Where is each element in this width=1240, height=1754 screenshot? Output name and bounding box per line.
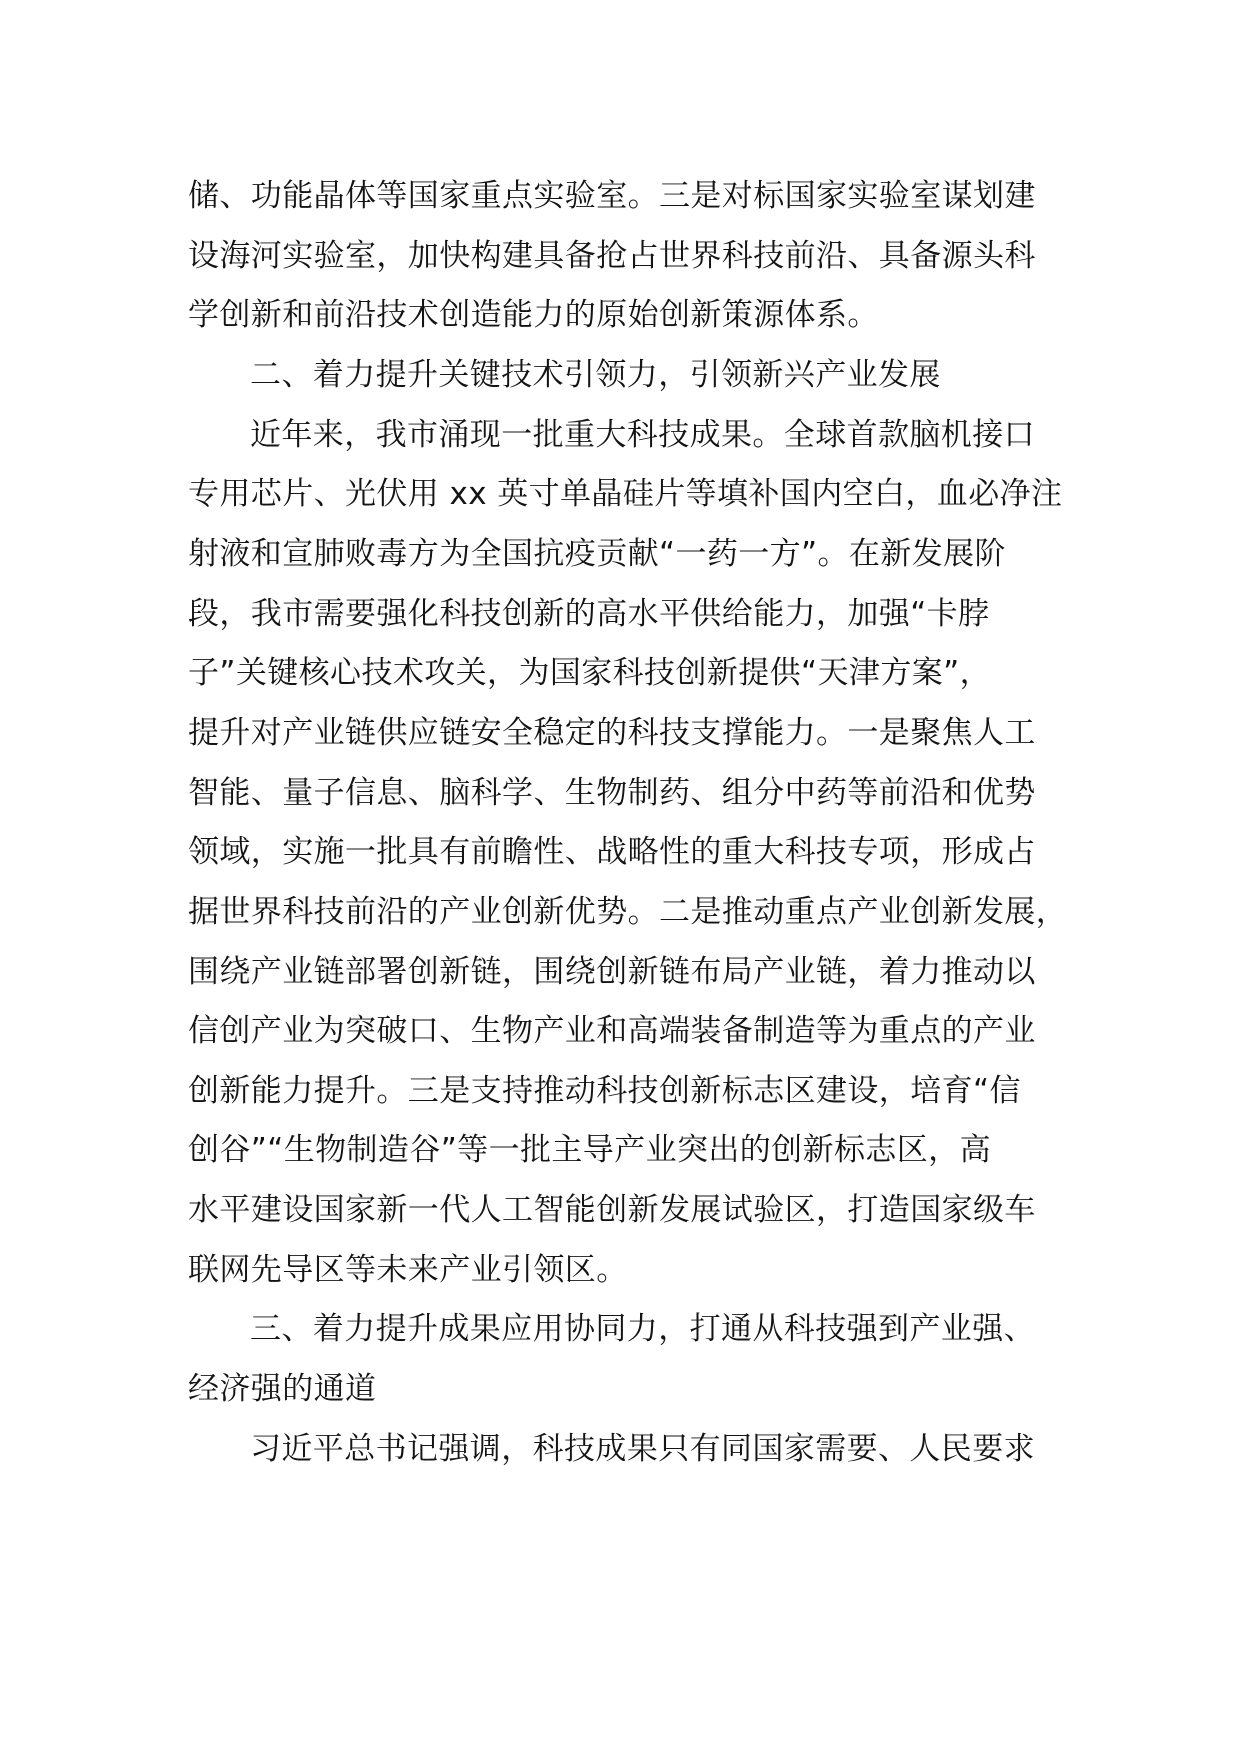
text-line: 据世界科技前沿的产业创新优势。二是推动重点产业创新发展， — [188, 894, 1068, 930]
text-line: 提升对产业链供应链安全稳定的科技支撑能力。一是聚焦人工 — [188, 715, 1036, 751]
section-heading: 三、着力提升成果应用协同力，打通从科技强到产业强、 — [250, 1311, 1035, 1347]
text-line: 创谷”“生物制造谷”等一批主导产业突出的创新标志区，高 — [188, 1132, 991, 1168]
text-line: 近年来，我市涌现一批重大科技成果。全球首款脑机接口 — [250, 417, 1035, 453]
text-line: 储、功能晶体等国家重点实验室。三是对标国家实验室谋划建 — [188, 178, 1036, 214]
text-line: 习近平总书记强调，科技成果只有同国家需要、人民要求 — [250, 1431, 1035, 1467]
text-line: 创新能力提升。三是支持推动科技创新标志区建设，培育“信 — [188, 1073, 1021, 1109]
text-line: 子”关键核心技术攻关，为国家科技创新提供“天津方案”， — [188, 655, 991, 691]
text-line: 段，我市需要强化科技创新的高水平供给能力，加强“卡脖 — [188, 596, 990, 632]
text-line: 设海河实验室，加快构建具备抢占世界科技前沿、具备源头科 — [188, 238, 1036, 274]
text-line: 智能、量子信息、脑科学、生物制药、组分中药等前沿和优势 — [188, 775, 1036, 811]
text-line: 领域，实施一批具有前瞻性、战略性的重大科技专项，形成占 — [188, 834, 1036, 870]
text-line: 学创新和前沿技术创造能力的原始创新策源体系。 — [188, 297, 879, 333]
text-line: 专用芯片、光伏用 xx 英寸单晶硅片等填补国内空白，血必净注 — [188, 476, 1063, 512]
text-line: 联网先导区等未来产业引领区。 — [188, 1252, 628, 1288]
text-line: 围绕产业链部署创新链，围绕创新链布局产业链，着力推动以 — [188, 954, 1036, 990]
text-line: 信创产业为突破口、生物产业和高端装备制造等为重点的产业 — [188, 1013, 1036, 1049]
text-line: 射液和宣肺败毒方为全国抗疫贡献“一药一方”。在新发展阶 — [188, 536, 1006, 572]
text-line: 水平建设国家新一代人工智能创新发展试验区，打造国家级车 — [188, 1192, 1036, 1228]
section-heading-continued: 经济强的通道 — [188, 1371, 377, 1407]
section-heading: 二、着力提升关键技术引领力，引领新兴产业发展 — [250, 357, 941, 393]
